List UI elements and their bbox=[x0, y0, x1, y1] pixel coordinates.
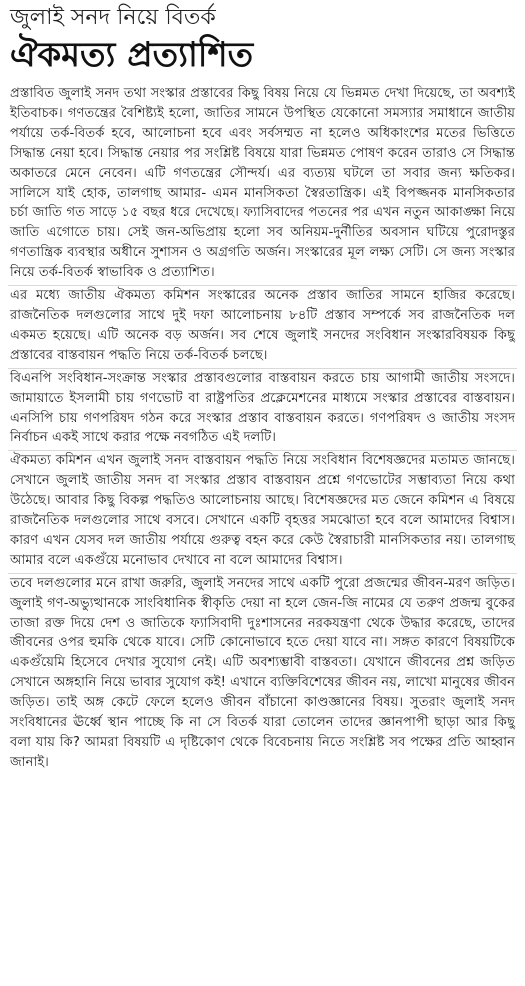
article-body bbox=[8, 84, 517, 775]
article-headline: ঐকমত্য প্রত্যাশিত bbox=[10, 35, 254, 75]
article-paragraph: বিএনপি সংবিধান-সংক্রান্ত সংস্কার প্রস্তাবগুলোর বাস্তবায়ন করতে চায় আগামী জাতীয় সংসদে। জামায়াতে ইসলামী চায় গণভোট বা রাষ্ট্রপতির প্রক্লেমেশনের মাধ্যমে সংস্কার প্রস্তাবের বাস্তবায়ন। এনসিপি চায় গণপরিষদ গঠন করে সংস্কার প্রস্তাব বাস্তবায়ন করতে। গণপরিষদ ও জাতীয় সংসদ নির্বাচন একই সাথে করার পক্ষে নবগঠিত এই দলটি। bbox=[8, 369, 517, 452]
article-kicker: জুলাই সনদ নিয়ে বিতর্ক bbox=[10, 5, 216, 30]
article-paragraph: এর মধ্যে জাতীয় ঐকমত্য কমিশন সংস্কারের অনেক প্রস্তাব জাতির সামনে হাজির করেছে। রাজনৈতিক দলগুলোর সাথে দুই দফা আলোচনায় ৮৪টি প্রস্তাব সম্পর্কে সব রাজনৈতিক দল একমত হয়েছে। এটি অনেক বড় অর্জন। সব শেষে জুলাই সনদের সংবিধান সংস্কারবিষয়ক কিছু প্রস্তাবের বাস্তবায়ন পদ্ধতি নিয়ে তর্ক-বিতর্ক চলছে। bbox=[8, 286, 517, 369]
article-paragraph: প্রস্তাবিত জুলাই সনদ তথা সংস্কার প্রস্তাবের কিছু বিষয় নিয়ে যে ভিন্নমত দেখা দিয়েছে, তা অবশ্যই ইতিবাচক। গণতন্ত্রের বৈশিষ্ট্যই হলো, জাতির সামনে উপস্থিত যেকোনো সমস্যার সমাধানে জাতীয় পর্যায়ে তর্ক-বিতর্ক হবে, আলোচনা হবে এবং সর্বসম্মত না হলেও অধিকাংশের মতের ভিত্তিতে সিদ্ধান্ত নেয়া হবে। সিদ্ধান্ত নেয়ার পর সংশ্লিষ্ট বিষয়ে যারা ভিন্নমত পোষণ করেন তারাও সে সিদ্ধান্ত অকাতরে মেনে নেবেন। এটি গণতন্ত্রের সৌন্দর্য। এর ব্যত্যয় ঘটলে তা সবার জন্য ক্ষতিকর। সালিসে যাই হোক, তালগাছ আমার- এমন মানসিকতা স্বৈরতান্ত্রিক। এই বিপজ্জনক মানসিকতার চর্চা জাতি গত সাড়ে ১৫ বছর ধরে দেখেছে। ফ্যাসিবাদের পতনের পর এখন নতুন আকাঙ্ক্ষা নিয়ে জাতি এগোতে চায়। সেই জন-অভিপ্রায় হলো সব অনিয়ম-দুর্নীতির অবসান ঘটিয়ে পুরোদস্তুর গণতান্ত্রিক ব্যবস্থার অধীনে সুশাসন ও অগ্রগতি অর্জন। সংস্কারের মূল লক্ষ্য সেটি। সে জন্য সংস্কার নিয়ে তর্ক-বিতর্ক স্বাভাবিক ও প্রত্যাশিত। bbox=[8, 84, 517, 286]
article-paragraph: তবে দলগুলোর মনে রাখা জরুরি, জুলাই সনদের সাথে একটি পুরো প্রজন্মের জীবন-মরণ জড়িত। জুলাই গণ-অভ্যুত্থানকে সাংবিধানিক স্বীকৃতি দেয়া না হলে জেন-জি নামের যে তরুণ প্রজন্ম বুকের তাজা রক্ত দিয়ে দেশ ও জাতিকে ফ্যাসিবাদী দুঃশাসনের নরকযন্ত্রণা থেকে উদ্ধার করেছে, তাদের জীবনের ওপর হুমকি থেকে যাবে। সেটি কোনোভাবে হতে দেয়া যাবে না। সঙ্গত কারণে বিষয়টিকে একগুঁয়েমি হিসেবে দেখার সুযোগ নেই। এটি অবশ্যম্ভাবী বাস্তবতা। যেখানে জীবনের প্রশ্ন জড়িত সেখানে অঙ্গহানি নিয়ে ভাবার সুযোগ কই! এখানে ব্যক্তিবিশেষের জীবন নয়, লাখো মানুষের জীবন জড়িত। তাই অঙ্গ কেটে ফেলে হলেও জীবন বাঁচানো কাণ্ডজ্ঞানের বিষয়। সুতরাং জুলাই সনদ সংবিধানের ঊর্ধ্বে স্থান পাচ্ছে কি না সে বিতর্ক যারা তোলেন তাদের জ্ঞানপাপী ছাড়া আর কিছু বলা যায় কি? আমরা বিষয়টি এ দৃষ্টিকোণ থেকে বিবেচনায় নিতে সংশ্লিষ্ট সব পক্ষের প্রতি আহ্বান জানাই। bbox=[10, 575, 515, 770]
article-paragraph: ঐকমত্য কমিশন এখন জুলাই সনদ বাস্তবায়ন পদ্ধতি নিয়ে সংবিধান বিশেষজ্ঞদের মতামত জানছে। সেখানে জুলাই জাতীয় সনদ বা সংস্কার প্রস্তাব বাস্তবায়ন প্রশ্নে গণভোটের সম্ভাব্যতা নিয়ে কথা উঠেছে। আবার কিছু বিকল্প পদ্ধতিও আলোচনায় আছে। বিশেষজ্ঞদের মত জেনে কমিশন এ বিষয়ে রাজনৈতিক দলগুলোর সাথে বসবে। সেখানে একটি বৃহত্তর সমঝোতা হবে বলে আমাদের বিশ্বাস। কারণ এখন যেসব দল জাতীয় পর্যায়ে গুরুত্ব বহন করে কেউ স্বৈরাচারী মানসিকতার নয়। তালগাছ আমার বলে একগুঁয়ে মনোভাব দেখাবে না বলে আমাদের বিশ্বাস। bbox=[8, 451, 517, 573]
